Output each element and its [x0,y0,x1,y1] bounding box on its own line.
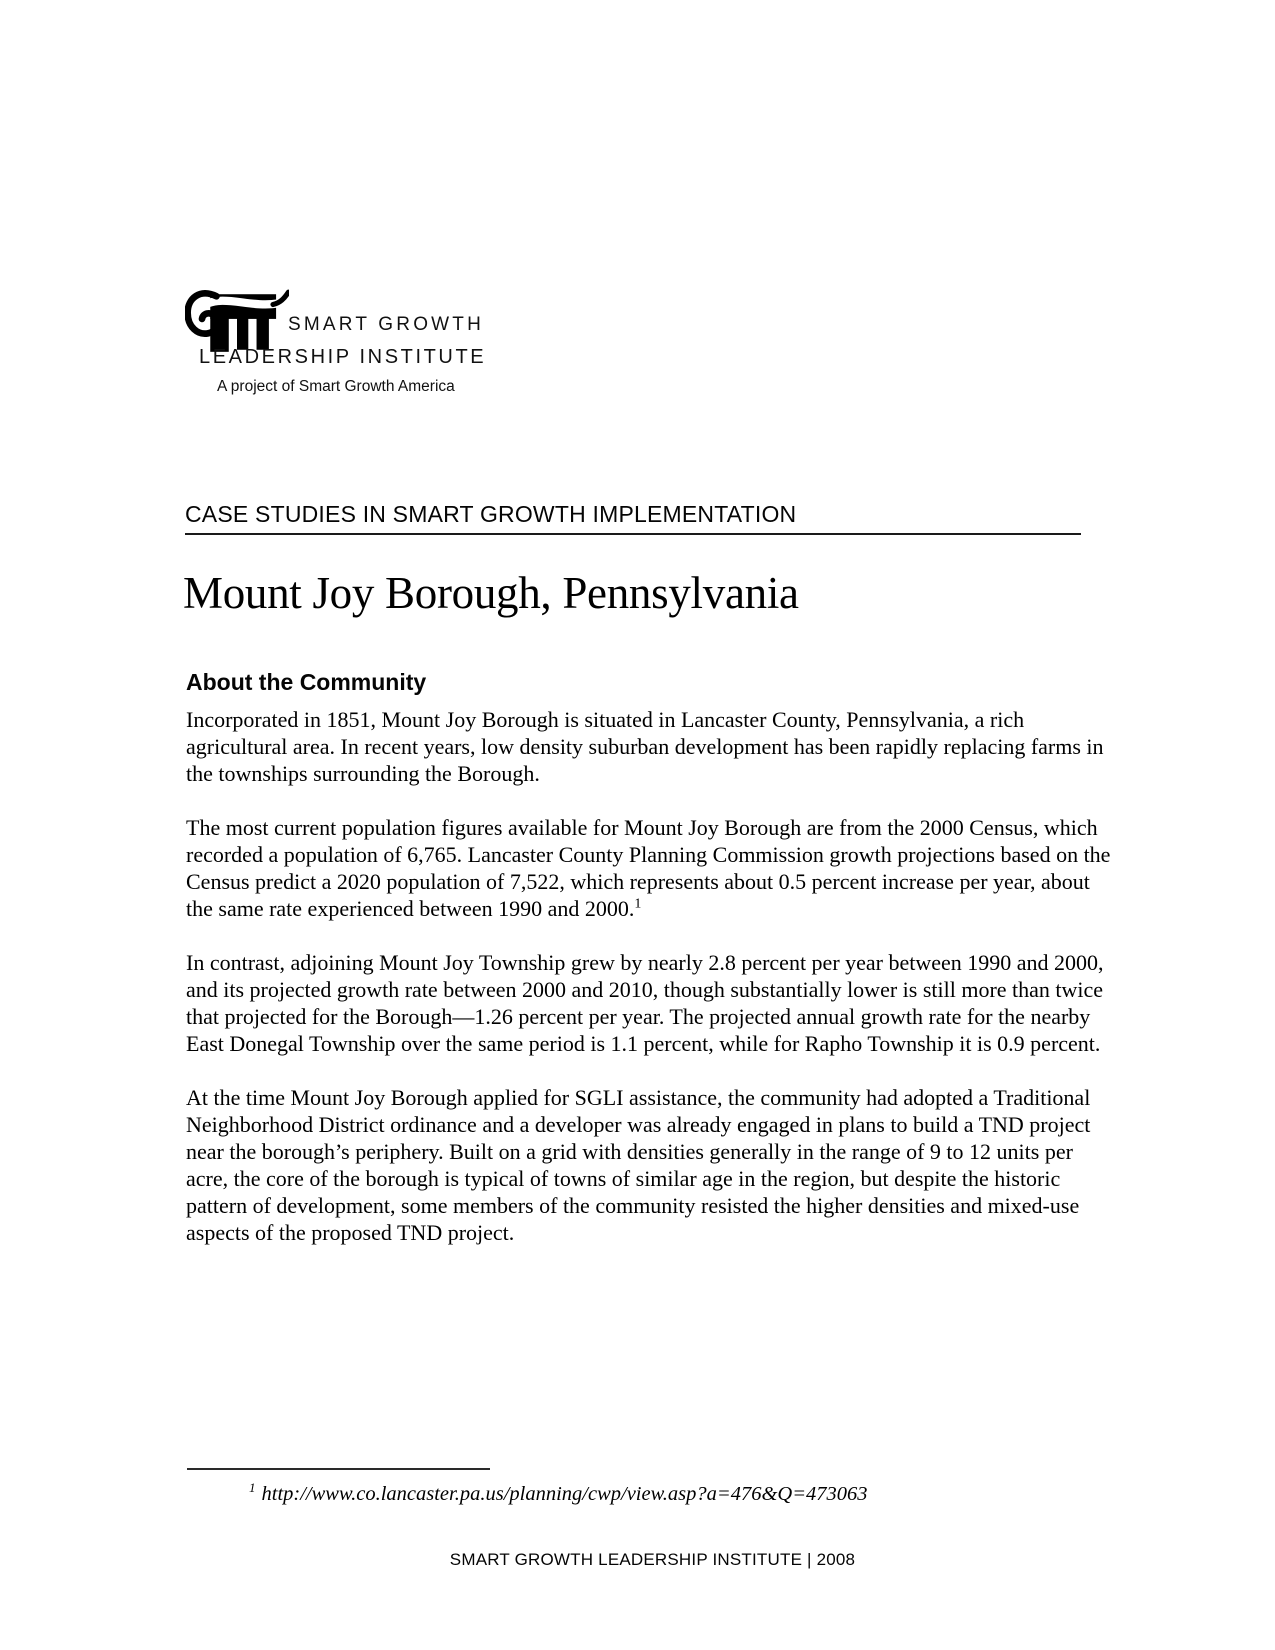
footnote [187,1480,1107,1506]
page-title: Mount Joy Borough, Pennsylvania [183,568,799,619]
paragraph-text: In contrast, adjoining Mount Joy Township grew by nearly 2.8 percent per year between 1990 and 2000, and its projected growth rate between 2000 and 2010, though substantially lower is still more than twice that projected for the Borough—1.26 percent per year. The projected annual growth rate for the nearby East Donegal Township over the same period is 1.1 percent, while for Rapho Township it is 0.9 percent. [186,950,1104,1056]
body-text [186,706,1116,1273]
paragraph-community-intro [186,706,1116,787]
paragraph-township-growth [186,949,1116,1057]
logo-wordmark-line1: SMART GROWTH [288,314,485,335]
paragraph-sgli-assistance [186,1084,1116,1246]
paragraph-text: The most current population figures available for Mount Joy Borough are from the 2000 Census, which recorded a population of 6,765. Lancaster County Planning Commission growth projections based on the Census predict a 2020 population of 7,522, which represents about 0.5 percent increase per year, about the same rate experienced between 1990 and 2000. [186,815,1111,921]
footnote-divider-rule [187,1468,490,1470]
logo-wordmark-line2: LEADERSHIP INSTITUTE [199,346,487,368]
paragraph-text: Incorporated in 1851, Mount Joy Borough is situated in Lancaster County, Pennsylvania, a rich agricultural area. In recent years, low density suburban development has been rapidly replacing farms in the townships surrounding the Borough. [186,707,1104,786]
paragraph-population [186,814,1116,922]
footnote-reference: 1 [634,896,642,912]
paragraph-text: At the time Mount Joy Borough applied for SGLI assistance, the community had adopted a Traditional Neighborhood District ordinance and a developer was already engaged in plans to build a TND project near the borough’s periphery. Built on a grid with densities generally in the range of 9 to 12 units per acre, the core of the borough is typical of towns of similar age in the region, but despite the historic pattern of development, some members of the community resisted the higher densities and mixed-use aspects of the proposed TND project. [186,1085,1091,1245]
smart-growth-leadership-institute-logo [175,270,515,405]
footnote-marker: 1 [249,1480,256,1496]
series-kicker: CASE STUDIES IN SMART GROWTH IMPLEMENTATION [185,501,797,527]
logo-tagline: A project of Smart Growth America [217,378,455,395]
header-divider-rule [185,533,1081,535]
page-footer: SMART GROWTH LEADERSHIP INSTITUTE | 2008 [449,1550,856,1569]
footnote-url: http://www.co.lancaster.pa.us/planning/cwp/view.asp?a=476&Q=473063 [261,1483,868,1505]
section-heading: About the Community [186,669,427,696]
